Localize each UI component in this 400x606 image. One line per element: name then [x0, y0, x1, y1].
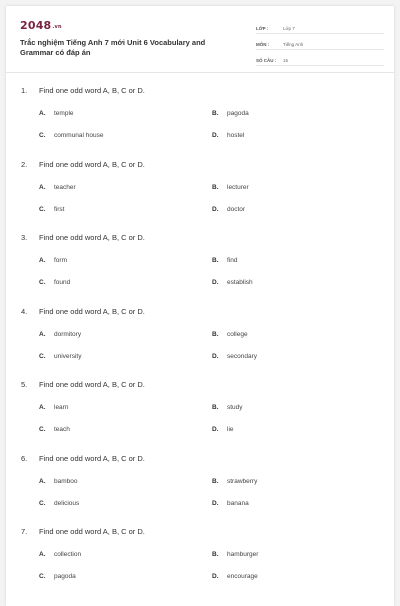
option-letter: A.	[39, 257, 46, 264]
option-text: strawberry	[227, 477, 258, 485]
question-number: 2.	[21, 159, 28, 169]
option-d[interactable]	[212, 279, 253, 286]
option-b[interactable]	[212, 478, 257, 485]
option-letter: A.	[39, 477, 46, 485]
option-letter: B.	[212, 404, 219, 411]
option-a[interactable]	[39, 551, 81, 558]
meta-row-count	[256, 50, 384, 66]
option-letter: A.	[39, 330, 46, 338]
question-text: Find one odd word A, B, C or D.	[39, 86, 145, 95]
question-item	[6, 219, 394, 293]
meta-key: LỚP :	[256, 26, 269, 31]
option-letter: D.	[212, 499, 219, 507]
page-title: Trắc nghiệm Tiếng Anh 7 mới Unit 6 Vocabulary and Grammar có đáp án	[20, 38, 206, 57]
option-c[interactable]	[39, 206, 64, 213]
option-text: pagoda	[227, 110, 249, 117]
option-letter: C.	[39, 499, 46, 507]
site-logo[interactable]	[20, 19, 62, 32]
option-a[interactable]	[39, 331, 81, 338]
option-d[interactable]	[212, 206, 245, 213]
option-letter: D.	[212, 573, 219, 580]
question-number: 3.	[21, 233, 28, 242]
option-text: found	[54, 279, 71, 286]
question-number: 5.	[21, 380, 28, 389]
option-letter: C.	[39, 132, 46, 139]
option-letter: B.	[212, 183, 219, 191]
option-letter: C.	[39, 573, 46, 580]
option-a[interactable]	[39, 257, 67, 264]
option-d[interactable]	[212, 426, 234, 433]
option-text: establish	[227, 279, 253, 286]
option-b[interactable]	[212, 404, 243, 411]
meta-info	[256, 18, 384, 66]
document-page	[6, 6, 394, 606]
option-d[interactable]	[212, 353, 257, 360]
document-header	[6, 6, 394, 73]
question-item	[6, 440, 394, 514]
question-text: Find one odd word A, B, C or D.	[39, 527, 145, 536]
option-text: lecturer	[227, 183, 249, 191]
question-text: Find one odd word A, B, C or D.	[39, 380, 145, 389]
option-c[interactable]	[39, 426, 70, 433]
question-text: Find one odd word A, B, C or D.	[39, 233, 145, 242]
question-number: 1.	[21, 86, 28, 95]
option-text: collection	[54, 551, 82, 558]
question-stem	[21, 527, 145, 536]
option-c[interactable]	[39, 132, 104, 139]
option-text: banana	[227, 499, 249, 507]
question-item	[6, 146, 394, 220]
option-text: learn	[54, 404, 69, 411]
option-text: form	[54, 257, 67, 264]
question-number: 6.	[21, 453, 28, 463]
question-text: Find one odd word A, B, C or D.	[39, 453, 145, 463]
option-letter: A.	[39, 551, 46, 558]
meta-value: 15	[283, 58, 289, 63]
option-letter: A.	[39, 183, 46, 191]
option-letter: D.	[212, 205, 219, 213]
option-c[interactable]	[39, 500, 79, 507]
option-letter: D.	[212, 132, 219, 139]
option-a[interactable]	[39, 184, 76, 191]
option-letter: B.	[212, 110, 219, 117]
meta-key: SỐ CÂU :	[256, 58, 277, 63]
question-number: 4.	[21, 306, 28, 316]
option-a[interactable]	[39, 404, 68, 411]
option-d[interactable]	[212, 132, 244, 139]
option-text: hamburger	[227, 551, 259, 558]
question-stem	[21, 86, 145, 95]
option-letter: B.	[212, 477, 219, 485]
option-text: lie	[227, 426, 234, 433]
option-b[interactable]	[212, 184, 249, 191]
option-text: delicious	[54, 499, 80, 507]
option-letter: C.	[39, 279, 46, 286]
option-c[interactable]	[39, 353, 81, 360]
question-number: 7.	[21, 527, 28, 536]
option-text: hostel	[227, 132, 245, 139]
option-c[interactable]	[39, 573, 76, 580]
option-letter: B.	[212, 551, 219, 558]
option-letter: D.	[212, 352, 219, 360]
option-letter: A.	[39, 404, 46, 411]
meta-row-grade	[256, 18, 384, 34]
option-letter: B.	[212, 257, 219, 264]
option-letter: C.	[39, 352, 46, 360]
option-letter: D.	[212, 426, 219, 433]
option-text: college	[227, 330, 248, 338]
question-list	[6, 72, 394, 587]
option-d[interactable]	[212, 500, 249, 507]
option-letter: C.	[39, 426, 46, 433]
option-text: find	[227, 257, 238, 264]
option-letter: A.	[39, 110, 46, 117]
option-text: university	[54, 352, 82, 360]
option-letter: B.	[212, 330, 219, 338]
option-text: bamboo	[54, 477, 78, 485]
option-text: dormitory	[54, 330, 82, 338]
question-text: Find one odd word A, B, C or D.	[39, 306, 145, 316]
option-text: teach	[54, 426, 70, 433]
question-item	[6, 293, 394, 367]
question-stem	[21, 160, 145, 169]
option-letter: D.	[212, 279, 219, 286]
option-b[interactable]	[212, 331, 248, 338]
option-text: secondary	[227, 352, 257, 360]
question-stem	[21, 380, 145, 389]
option-text: first	[54, 205, 65, 213]
option-a[interactable]	[39, 478, 78, 485]
option-letter: C.	[39, 205, 46, 213]
option-text: doctor	[227, 205, 246, 213]
option-text: pagoda	[54, 573, 76, 580]
question-item	[6, 72, 394, 146]
option-b[interactable]	[212, 257, 237, 264]
question-stem	[21, 307, 145, 316]
meta-row-subject	[256, 34, 384, 50]
option-text: teacher	[54, 183, 76, 191]
option-text: temple	[54, 110, 74, 117]
option-b[interactable]	[212, 551, 258, 558]
meta-value: Tiếng Anh	[283, 42, 304, 47]
option-text: communal house	[54, 132, 104, 139]
logo-suffix-text: .vn	[52, 24, 62, 30]
meta-value: Lớp 7	[283, 26, 295, 31]
question-text: Find one odd word A, B, C or D.	[39, 159, 145, 169]
question-stem	[21, 233, 145, 242]
option-b[interactable]	[212, 110, 249, 117]
option-d[interactable]	[212, 573, 258, 580]
option-text: study	[227, 404, 243, 411]
meta-key: MÔN :	[256, 42, 270, 47]
question-item	[6, 366, 394, 440]
logo-main-text: 2048	[20, 19, 52, 32]
option-c[interactable]	[39, 279, 70, 286]
option-a[interactable]	[39, 110, 74, 117]
question-item	[6, 513, 394, 587]
question-stem	[21, 454, 145, 463]
option-text: encourage	[227, 573, 258, 580]
